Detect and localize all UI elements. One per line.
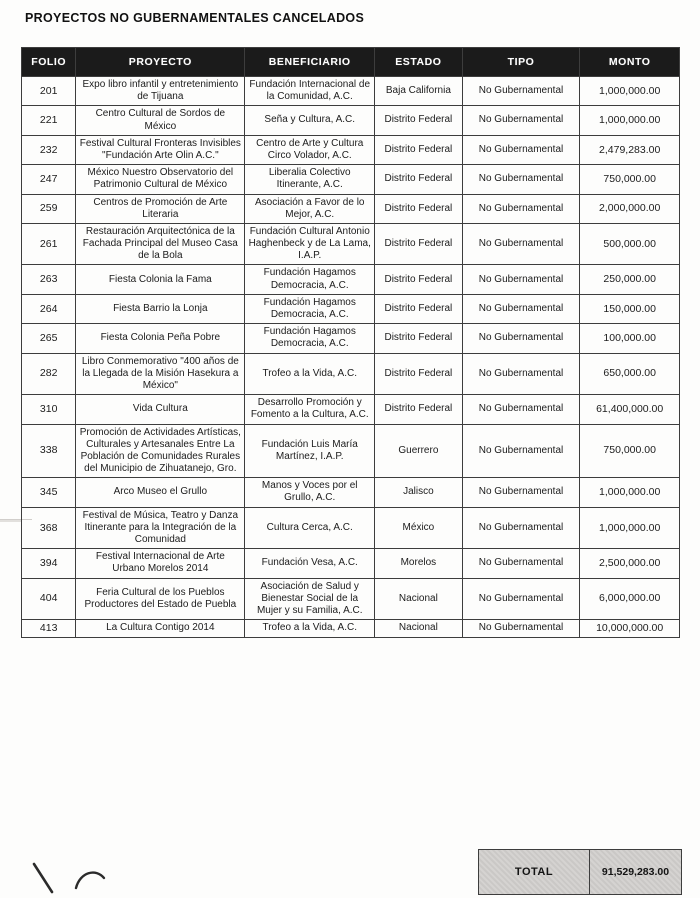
cell-estado: Distrito Federal <box>375 353 463 395</box>
cell-estado: Morelos <box>375 549 463 578</box>
cell-tipo: No Gubernamental <box>462 77 580 106</box>
cell-beneficiario: Asociación de Salud y Bienestar Social de la Mujer y su Familia, A.C. <box>245 578 375 620</box>
cell-beneficiario: Liberalia Colectivo Itinerante, A.C. <box>245 165 375 194</box>
cell-beneficiario: Manos y Voces por el Grullo, A.C. <box>245 478 375 507</box>
table-row <box>22 223 680 265</box>
table-row <box>22 353 680 395</box>
table-row <box>22 478 680 507</box>
cell-proyecto: Arco Museo el Grullo <box>76 478 245 507</box>
cell-estado: Distrito Federal <box>375 324 463 353</box>
table-row <box>22 265 680 294</box>
cell-tipo: No Gubernamental <box>462 507 580 549</box>
cell-tipo: No Gubernamental <box>462 478 580 507</box>
cell-folio: 261 <box>22 223 76 265</box>
cell-tipo: No Gubernamental <box>462 395 580 424</box>
cell-proyecto: Promoción de Actividades Artísticas, Culturales y Artesanales Entre La Población de Comunidades Rurales del Municipio de Zihuatanejo, Gro. <box>76 424 245 478</box>
table-row <box>22 549 680 578</box>
cell-monto: 1,000,000.00 <box>580 77 680 106</box>
cell-beneficiario: Fundación Luis María Martínez, I.A.P. <box>245 424 375 478</box>
cell-estado: Distrito Federal <box>375 165 463 194</box>
cell-beneficiario: Cultura Cerca, A.C. <box>245 507 375 549</box>
cell-tipo: No Gubernamental <box>462 424 580 478</box>
cell-monto: 100,000.00 <box>580 324 680 353</box>
cell-monto: 1,000,000.00 <box>580 478 680 507</box>
cell-estado: Distrito Federal <box>375 135 463 164</box>
cell-proyecto: Festival Internacional de Arte Urbano Morelos 2014 <box>76 549 245 578</box>
cell-tipo: No Gubernamental <box>462 223 580 265</box>
cell-tipo: No Gubernamental <box>462 620 580 638</box>
cell-folio: 232 <box>22 135 76 164</box>
cell-estado: Distrito Federal <box>375 194 463 223</box>
cell-estado: Distrito Federal <box>375 106 463 135</box>
cell-monto: 750,000.00 <box>580 165 680 194</box>
cell-tipo: No Gubernamental <box>462 106 580 135</box>
cell-beneficiario: Fundación Hagamos Democracia, A.C. <box>245 294 375 323</box>
projects-table <box>21 47 680 638</box>
cell-folio: 310 <box>22 395 76 424</box>
cell-monto: 1,000,000.00 <box>580 106 680 135</box>
cell-proyecto: Restauración Arquitectónica de la Fachada Principal del Museo Casa de la Bola <box>76 223 245 265</box>
total-label: TOTAL <box>479 850 590 894</box>
column-header-estado[interactable]: ESTADO <box>375 48 463 77</box>
table-row <box>22 424 680 478</box>
cell-proyecto: Festival de Música, Teatro y Danza Itinerante para la Integración de la Comunidad <box>76 507 245 549</box>
cell-estado: Distrito Federal <box>375 265 463 294</box>
table-row <box>22 578 680 620</box>
cell-estado: Nacional <box>375 578 463 620</box>
cell-proyecto: Libro Conmemorativo "400 años de la Llegada de la Misión Hasekura a México" <box>76 353 245 395</box>
cell-monto: 150,000.00 <box>580 294 680 323</box>
cell-beneficiario: Fundación Hagamos Democracia, A.C. <box>245 265 375 294</box>
cell-folio: 201 <box>22 77 76 106</box>
cell-beneficiario: Trofeo a la Vida, A.C. <box>245 620 375 638</box>
cell-tipo: No Gubernamental <box>462 194 580 223</box>
cell-beneficiario: Centro de Arte y Cultura Circo Volador, A.C. <box>245 135 375 164</box>
cell-estado: Distrito Federal <box>375 223 463 265</box>
cell-proyecto: Fiesta Colonia la Fama <box>76 265 245 294</box>
page-title: PROYECTOS NO GUBERNAMENTALES CANCELADOS <box>25 11 365 25</box>
table-row <box>22 135 680 164</box>
cell-estado: Nacional <box>375 620 463 638</box>
cell-monto: 10,000,000.00 <box>580 620 680 638</box>
cell-beneficiario: Fundación Cultural Antonio Haghenbeck y de La Lama, I.A.P. <box>245 223 375 265</box>
cell-folio: 404 <box>22 578 76 620</box>
cell-tipo: No Gubernamental <box>462 578 580 620</box>
cell-folio: 247 <box>22 165 76 194</box>
column-header-beneficiario[interactable]: BENEFICIARIO <box>245 48 375 77</box>
cell-beneficiario: Trofeo a la Vida, A.C. <box>245 353 375 395</box>
cell-folio: 282 <box>22 353 76 395</box>
cell-folio: 338 <box>22 424 76 478</box>
cell-estado: Guerrero <box>375 424 463 478</box>
cell-proyecto: Centro Cultural de Sordos de México <box>76 106 245 135</box>
cell-proyecto: Fiesta Barrio la Lonja <box>76 294 245 323</box>
table-row <box>22 324 680 353</box>
column-header-tipo[interactable]: TIPO <box>462 48 580 77</box>
column-header-folio[interactable]: FOLIO <box>22 48 76 77</box>
total-row <box>478 849 682 895</box>
cell-folio: 345 <box>22 478 76 507</box>
cell-tipo: No Gubernamental <box>462 135 580 164</box>
cell-folio: 265 <box>22 324 76 353</box>
cell-monto: 6,000,000.00 <box>580 578 680 620</box>
cell-proyecto: Centros de Promoción de Arte Literaria <box>76 194 245 223</box>
cell-folio: 263 <box>22 265 76 294</box>
table-row <box>22 620 680 638</box>
cell-proyecto: Feria Cultural de los Pueblos Productores del Estado de Puebla <box>76 578 245 620</box>
cell-monto: 2,000,000.00 <box>580 194 680 223</box>
cell-proyecto: Expo libro infantil y entretenimiento de Tijuana <box>76 77 245 106</box>
table-row <box>22 165 680 194</box>
cell-beneficiario: Fundación Vesa, A.C. <box>245 549 375 578</box>
cell-beneficiario: Fundación Hagamos Democracia, A.C. <box>245 324 375 353</box>
cell-folio: 221 <box>22 106 76 135</box>
cell-monto: 2,479,283.00 <box>580 135 680 164</box>
cell-estado: Distrito Federal <box>375 294 463 323</box>
cell-monto: 61,400,000.00 <box>580 395 680 424</box>
cell-folio: 368 <box>22 507 76 549</box>
table-body <box>22 77 680 638</box>
cell-tipo: No Gubernamental <box>462 549 580 578</box>
column-header-monto[interactable]: MONTO <box>580 48 680 77</box>
table-row <box>22 77 680 106</box>
cell-estado: Distrito Federal <box>375 395 463 424</box>
cell-beneficiario: Asociación a Favor de lo Mejor, A.C. <box>245 194 375 223</box>
cell-monto: 650,000.00 <box>580 353 680 395</box>
cell-folio: 264 <box>22 294 76 323</box>
cell-tipo: No Gubernamental <box>462 265 580 294</box>
table-row <box>22 106 680 135</box>
scan-artifact-line-secondary <box>0 520 21 522</box>
cell-proyecto: México Nuestro Observatorio del Patrimonio Cultural de México <box>76 165 245 194</box>
cell-tipo: No Gubernamental <box>462 324 580 353</box>
cell-monto: 2,500,000.00 <box>580 549 680 578</box>
cell-beneficiario: Desarrollo Promoción y Fomento a la Cultura, A.C. <box>245 395 375 424</box>
total-amount: 91,529,283.00 <box>601 866 670 878</box>
cell-estado: Jalisco <box>375 478 463 507</box>
cell-proyecto: Vida Cultura <box>76 395 245 424</box>
table-row <box>22 395 680 424</box>
cell-beneficiario: Fundación Internacional de la Comunidad, A.C. <box>245 77 375 106</box>
cell-estado: México <box>375 507 463 549</box>
table-header-row <box>22 48 680 77</box>
column-header-proyecto[interactable]: PROYECTO <box>76 48 245 77</box>
cell-proyecto: La Cultura Contigo 2014 <box>76 620 245 638</box>
cell-proyecto: Fiesta Colonia Peña Pobre <box>76 324 245 353</box>
cell-folio: 394 <box>22 549 76 578</box>
table-row <box>22 294 680 323</box>
cell-estado: Baja California <box>375 77 463 106</box>
cell-folio: 259 <box>22 194 76 223</box>
cell-monto: 750,000.00 <box>580 424 680 478</box>
cell-proyecto: Festival Cultural Fronteras Invisibles "Fundación Arte Olin A.C." <box>76 135 245 164</box>
cell-monto: 500,000.00 <box>580 223 680 265</box>
cell-folio: 413 <box>22 620 76 638</box>
cell-tipo: No Gubernamental <box>462 353 580 395</box>
cell-monto: 1,000,000.00 <box>580 507 680 549</box>
cell-beneficiario: Seña y Cultura, A.C. <box>245 106 375 135</box>
cell-monto: 250,000.00 <box>580 265 680 294</box>
table-row <box>22 507 680 549</box>
table-header <box>22 48 680 77</box>
table-row <box>22 194 680 223</box>
cell-tipo: No Gubernamental <box>462 165 580 194</box>
cell-tipo: No Gubernamental <box>462 294 580 323</box>
